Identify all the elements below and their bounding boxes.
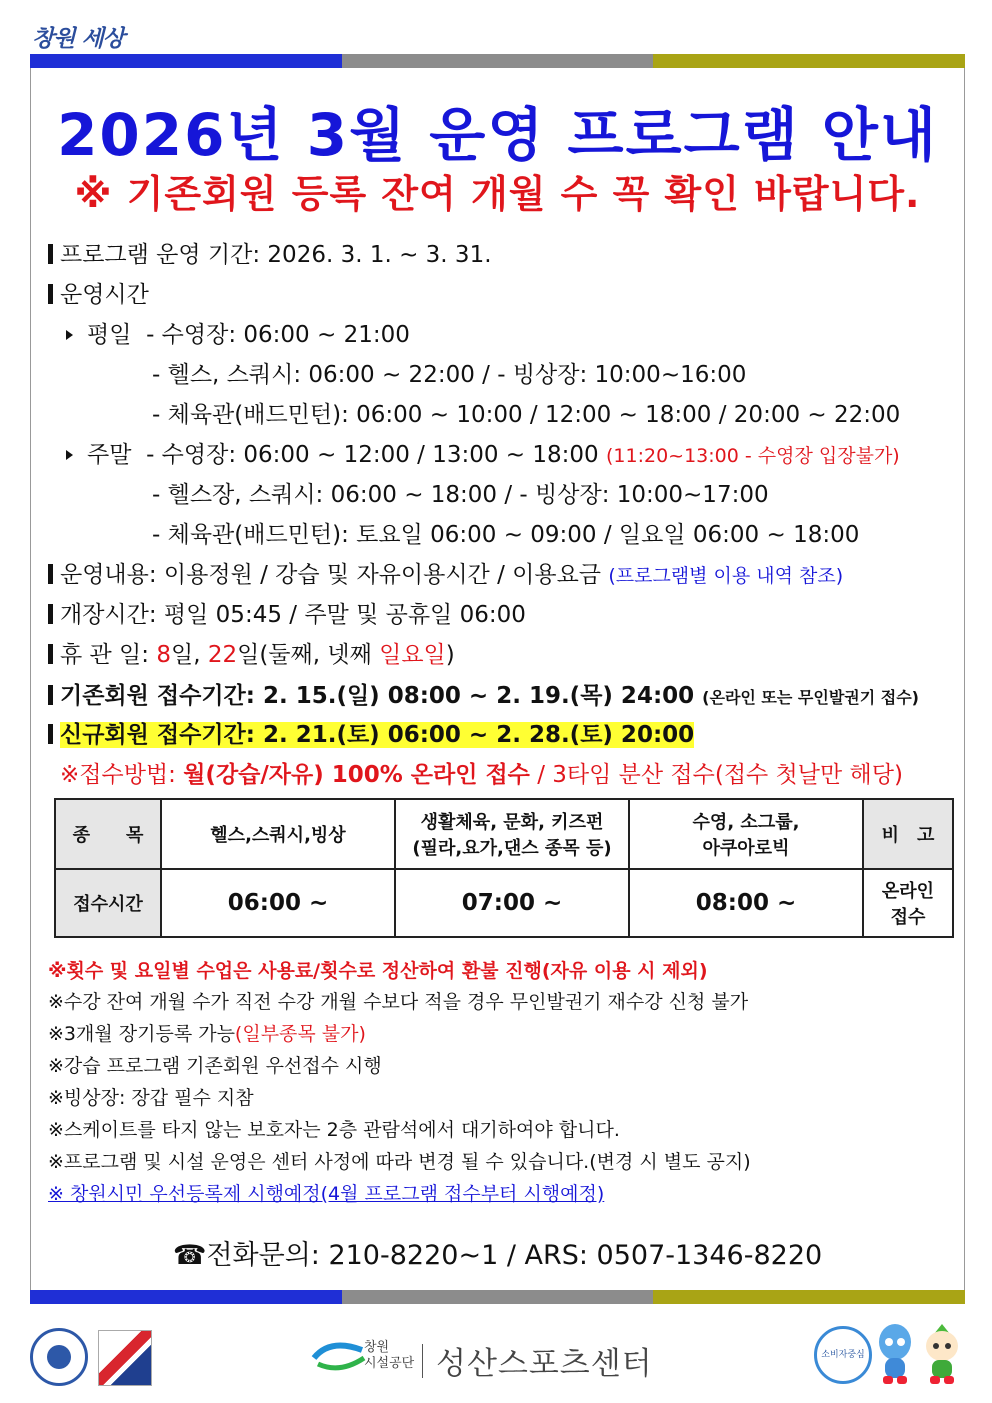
brand-logo <box>32 20 124 53</box>
existing-member-period: 기존회원 접수기간: 2. 15.(일) 08:00 ~ 2. 19.(목) 24:00 (온라인 또는 무인발권기 접수) <box>48 677 919 710</box>
weekend-pool: 주말 - 수영장: 06:00 ~ 12:00 / 13:00 ~ 18:00 (11:20~13:00 - 수영장 입장불가) <box>66 436 900 469</box>
header-health: 헬스,스쿼시,빙상 <box>161 799 395 869</box>
content-note: (프로그램별 이용 내역 참조) <box>608 565 844 587</box>
header-remark: 비 고 <box>863 799 953 869</box>
registration-table <box>54 798 954 938</box>
note-longterm: ※3개월 장기등록 가능(일부종목 불가) <box>48 1023 366 1045</box>
ccm-badge-icon <box>814 1326 872 1384</box>
header-category: 종 목 <box>55 799 161 869</box>
bullet-triangle-icon <box>66 450 73 460</box>
weekend-health: - 헬스장, 스쿼시: 06:00 ~ 18:00 / - 빙상장: 10:00~17:00 <box>152 482 769 508</box>
table-header-row <box>55 799 953 869</box>
note-refund: ※횟수 및 요일별 수업은 사용료/횟수로 정산하여 환불 진행(자유 이용 시 제외) <box>48 960 708 982</box>
mascot-green-icon <box>920 1322 964 1386</box>
brand-logo-text: 창원 세상 <box>32 26 124 52</box>
human-rights-badge-icon <box>30 1328 88 1386</box>
header-sports: 생활체육, 문화, 키즈펀 (필라,요가,댄스 종목 등) <box>395 799 629 869</box>
weekend-gym: - 체육관(배드민턴): 토요일 06:00 ~ 09:00 / 일요일 06:00 ~ 18:00 <box>152 522 860 548</box>
registration-method: ※접수방법: 월(강습/자유) 100% 온라인 접수 / 3타임 분산 접수(접수 첫날만 해당) <box>60 762 903 788</box>
pool-closed-note: (11:20~13:00 - 수영장 입장불가) <box>606 445 900 467</box>
note-change: ※프로그램 및 시설 운영은 센터 사정에 따라 변경 될 수 있습니다.(변경 시 별도 공지) <box>48 1151 751 1173</box>
new-member-period: 신규회원 접수기간: 2. 21.(토) 06:00 ~ 2. 28.(토) 20:00 <box>48 716 694 749</box>
weekday-gym: - 체육관(배드민턴): 06:00 ~ 10:00 / 12:00 ~ 18:00 / 20:00 ~ 22:00 <box>152 402 901 428</box>
opening-time: 개장시간: 평일 05:45 / 주말 및 공휴일 06:00 <box>48 596 526 629</box>
note-gloves: ※빙상장: 장갑 필수 지참 <box>48 1087 254 1109</box>
table-row <box>55 869 953 937</box>
note-priority: ※강습 프로그램 기존회원 우선접수 시행 <box>48 1055 382 1077</box>
row-label: 접수시간 <box>55 869 161 937</box>
program-period: 프로그램 운영 기간: 2026. 3. 1. ~ 3. 31. <box>48 236 492 269</box>
header-swim: 수영, 소그룹, 아쿠아로빅 <box>629 799 863 869</box>
existing-note: (온라인 또는 무인발권기 접수) <box>702 688 919 707</box>
ccm-badge-text: 소비자중심 <box>821 1350 865 1360</box>
page-title: 2026년 3월 운영 프로그램 안내 <box>57 101 938 169</box>
bullet-triangle-icon <box>66 330 73 340</box>
hours-title: 운영시간 <box>48 276 149 309</box>
bottom-color-bar <box>30 1290 965 1304</box>
certification-badge-icon <box>98 1330 152 1386</box>
time-sports: 07:00 ~ <box>395 869 629 937</box>
note-remaining: ※수강 잔여 개월 수가 직전 수강 개월 수보다 적을 경우 무인발권기 재수강 신청 불가 <box>48 991 749 1013</box>
weekday-health: - 헬스, 스쿼시: 06:00 ~ 22:00 / - 빙상장: 10:00~16:00 <box>152 362 747 388</box>
phone-contact: ☎전화문의: 210-8220~1 / ARS: 0507-1346-8220 <box>172 1240 823 1271</box>
center-name: 성산스포츠센터 <box>436 1346 653 1382</box>
footer-divider <box>422 1344 423 1378</box>
closed-days: 휴 관 일: 8일, 22일(둘째, 넷째 일요일) <box>48 636 455 669</box>
time-health: 06:00 ~ <box>161 869 395 937</box>
top-color-bar <box>30 54 965 68</box>
weekday-pool: 평일 - 수영장: 06:00 ~ 21:00 <box>66 316 410 349</box>
remark-online: 온라인 접수 <box>863 869 953 937</box>
page-subtitle: ※ 기존회원 등록 잔여 개월 수 꼭 확인 바랍니다. <box>74 172 921 216</box>
operation-content: 운영내용: 이용정원 / 강습 및 자유이용시간 / 이용요금 (프로그램별 이용 내역 참조) <box>48 556 843 589</box>
org-logo-icon <box>310 1336 370 1376</box>
note-citizen-priority: ※ 창원시민 우선등록제 시행예정(4월 프로그램 접수부터 시행예정) <box>48 1183 605 1205</box>
org-name-small: 창원 시설공단 <box>364 1340 415 1371</box>
mascot-blue-icon <box>874 1322 916 1386</box>
time-swim: 08:00 ~ <box>629 869 863 937</box>
note-guardian: ※스케이트를 타지 않는 보호자는 2층 관람석에서 대기하여야 합니다. <box>48 1119 620 1141</box>
